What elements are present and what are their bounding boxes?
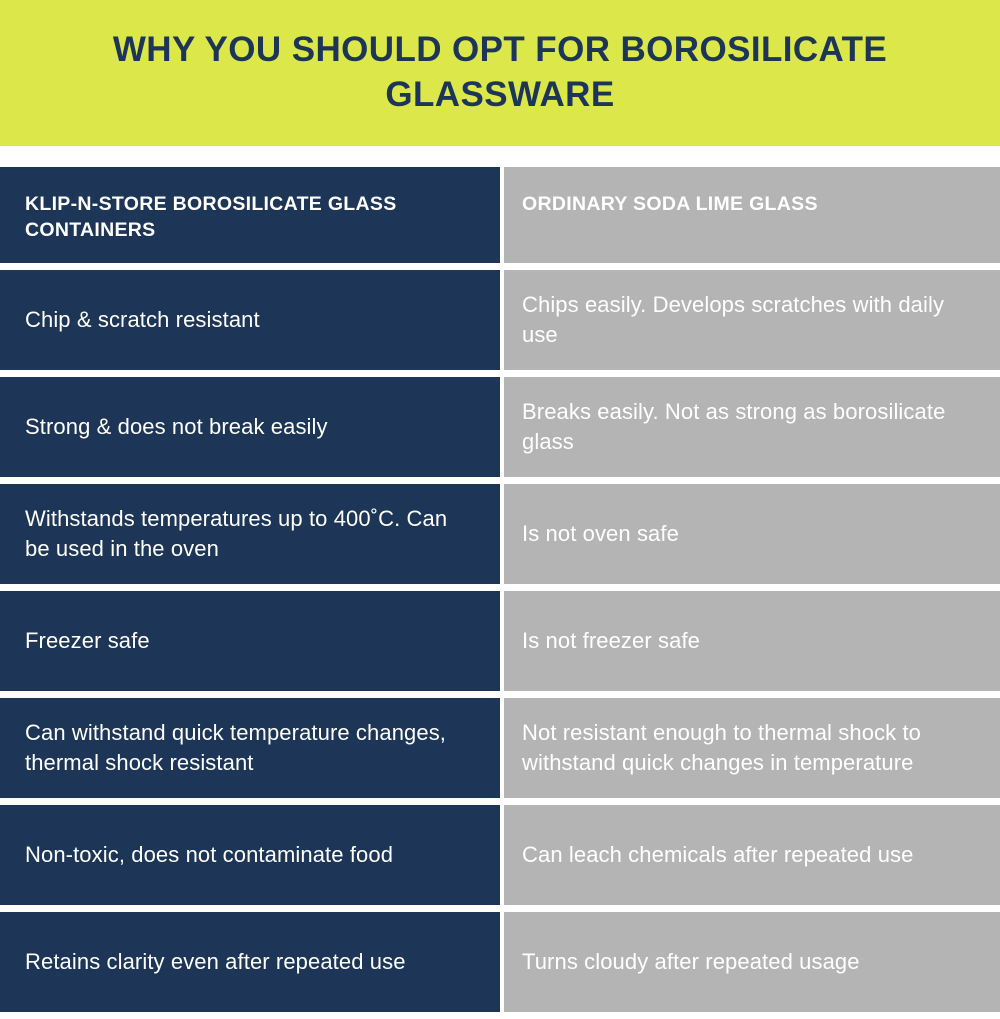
table-row <box>0 805 1000 905</box>
row-cell-left <box>0 591 500 691</box>
row-cell-left <box>0 484 500 584</box>
row-text-left: Chip & scratch resistant <box>25 306 260 332</box>
header-cell-ordinary-glass <box>504 167 1000 263</box>
header-label-left: KLIP-N-STORE BOROSILICATE GLASS CONTAINERS <box>25 193 397 242</box>
row-text-right: Not resistant enough to thermal shock to withstand quick changes in temperature <box>522 719 921 775</box>
row-text-left: Can withstand quick temperature changes, thermal shock resistant <box>25 719 447 775</box>
row-cell-right <box>504 270 1000 370</box>
page-title: WHY YOU SHOULD OPT FOR BOROSILICATE GLASSWARE <box>112 30 888 114</box>
table-row <box>0 591 1000 691</box>
row-cell-left <box>0 805 500 905</box>
table-row <box>0 270 1000 370</box>
row-cell-right <box>504 591 1000 691</box>
row-cell-left <box>0 912 500 1012</box>
table-row <box>0 698 1000 798</box>
row-cell-right <box>504 484 1000 584</box>
row-cell-right <box>504 805 1000 905</box>
header-cell-klip-n-store <box>0 167 500 263</box>
row-text-right: Is not oven safe <box>522 520 679 546</box>
row-text-left: Non-toxic, does not contaminate food <box>25 841 394 867</box>
row-text-right: Turns cloudy after repeated usage <box>522 948 860 974</box>
row-text-left: Freezer safe <box>25 627 150 653</box>
header-banner <box>0 0 1000 146</box>
row-text-right: Breaks easily. Not as strong as borosilicate glass <box>522 398 946 454</box>
row-text-left: Retains clarity even after repeated use <box>25 948 406 974</box>
row-text-left: Withstands temperatures up to 400˚C. Can be used in the oven <box>25 505 448 561</box>
row-cell-left <box>0 698 500 798</box>
table-header-row <box>0 167 1000 263</box>
header-label-right: ORDINARY SODA LIME GLASS <box>522 193 818 215</box>
row-cell-right <box>504 698 1000 798</box>
row-cell-right <box>504 912 1000 1012</box>
table-row <box>0 912 1000 1012</box>
row-text-left: Strong & does not break easily <box>25 413 328 439</box>
row-cell-right <box>504 377 1000 477</box>
table-row <box>0 377 1000 477</box>
row-cell-left <box>0 270 500 370</box>
comparison-table <box>0 167 1000 1019</box>
row-text-right: Chips easily. Develops scratches with daily use <box>522 291 945 347</box>
table-row <box>0 484 1000 584</box>
row-text-right: Can leach chemicals after repeated use <box>522 841 914 867</box>
row-text-right: Is not freezer safe <box>522 627 700 653</box>
row-cell-left <box>0 377 500 477</box>
